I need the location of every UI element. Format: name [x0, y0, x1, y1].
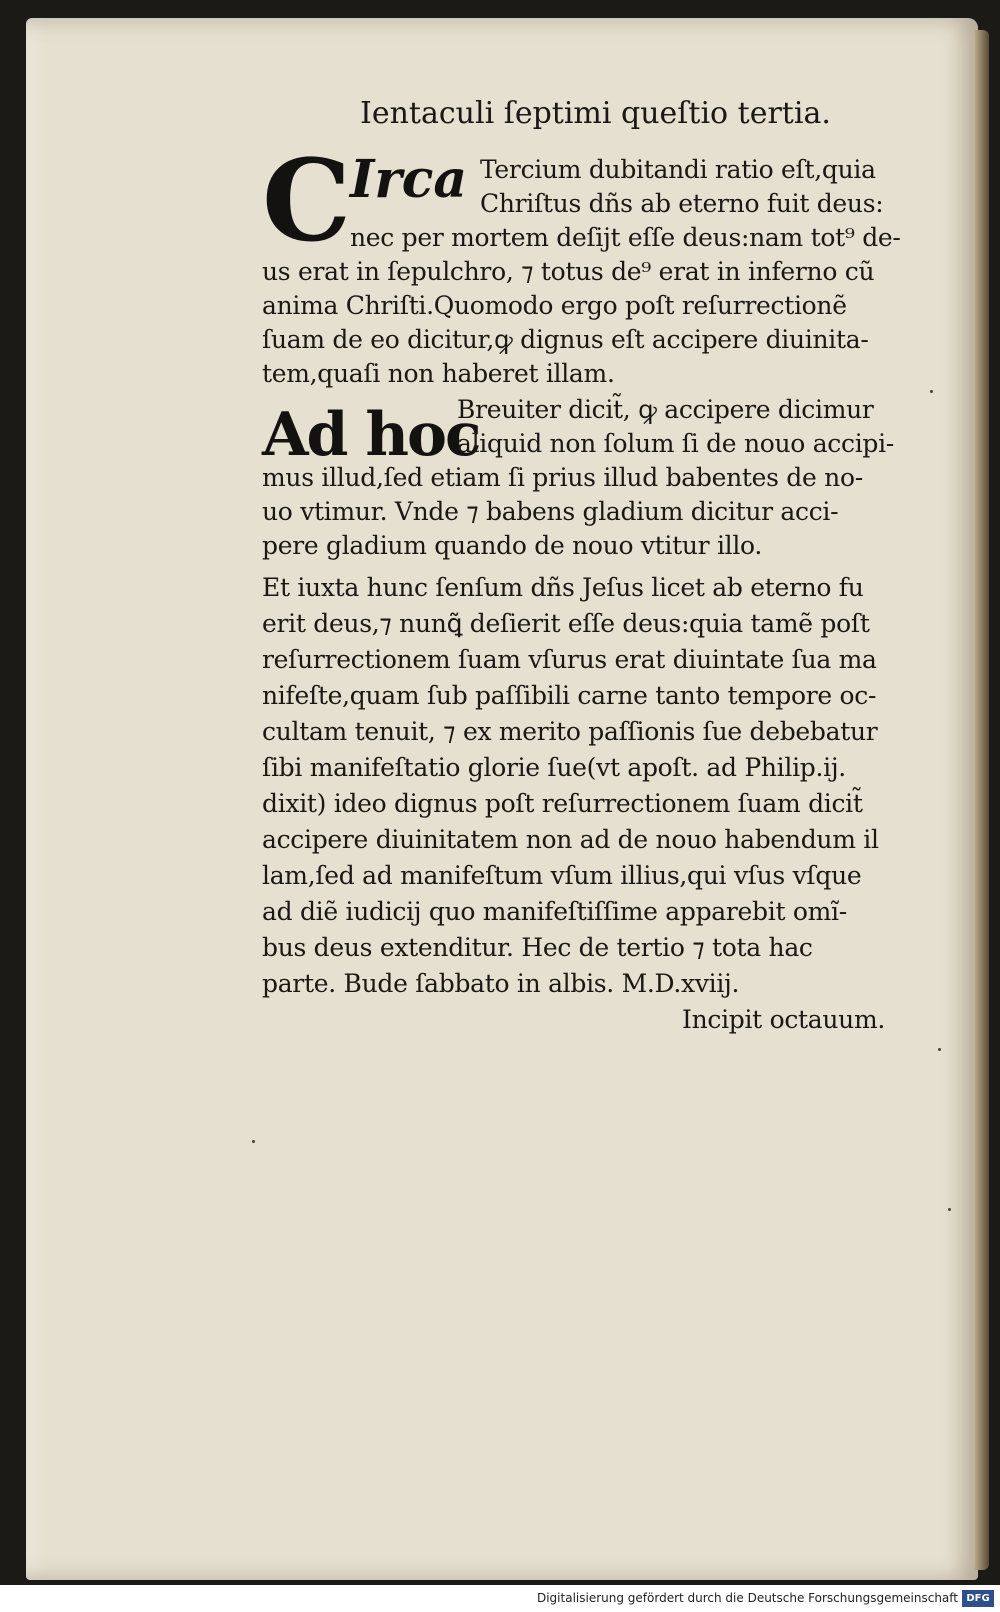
text-line: bus deus extenditur. Hec de tertio ⁊ tota hac	[262, 933, 813, 962]
running-title: Ientaculi ſeptimi queſtio tertia.	[360, 96, 831, 131]
ink-speck	[930, 390, 933, 393]
ink-speck	[938, 1048, 941, 1051]
ink-speck	[948, 1208, 951, 1211]
text-line: tem,quaſi non haberet illam.	[262, 359, 615, 388]
text-line: uo vtimur. Vnde ⁊ babens gladium dicitur acci-	[262, 497, 839, 526]
text-line: Et iuxta hunc ſenſum dñs Jeſus licet ab eterno fu	[262, 573, 864, 602]
footer-bar	[0, 1587, 1000, 1612]
text-line: parte. Bude ſabbato in albis. M.D.xviij.	[262, 969, 740, 998]
text-line: ſibi manifeſtatio glorie ſue(vt apoſt. ad Philip.ij.	[262, 753, 846, 782]
text-line: Chriſtus dñs ab eterno fuit deus:	[480, 189, 884, 218]
ink-speck	[252, 1140, 255, 1143]
text-line: ad diẽ iudicij quo manifeſtiſſime apparebit omĩ-	[262, 897, 847, 926]
text-line: nec per mortem deſijt eſſe deus:nam tot⁹ de-	[350, 223, 901, 252]
initial-letter: C	[262, 136, 352, 267]
text-line: ſuam de eo dicitur,ꝙ dignus eſt accipere diuinita-	[262, 325, 869, 354]
text-line: mus illud,ſed etiam ſi prius illud babentes de no-	[262, 463, 863, 492]
text-line: anima Chriſti.Quomodo ergo poſt reſurrectionẽ	[262, 291, 847, 320]
page-edge	[975, 30, 989, 1570]
text-line: aliquid non ſolum ſi de nouo accipi-	[457, 429, 894, 458]
text-line: Incipit octauum.	[682, 1005, 886, 1034]
heading-ad-hoc: Ad hoc	[262, 400, 480, 470]
footer-credit: Digitalisierung gefördert durch die Deutsche Forschungsgemeinschaft	[536, 1591, 958, 1605]
text-line: us erat in ſepulchro, ⁊ totus de⁹ erat in inferno cũ	[262, 257, 875, 286]
dfg-logo: DFG	[962, 1590, 994, 1607]
text-line: lam,ſed ad manifeſtum vſum illius,qui vſus vſque	[262, 861, 862, 890]
text-line: nifeſte,quam ſub paſſibili carne tanto tempore oc-	[262, 681, 877, 710]
text-line: accipere diuinitatem non ad de nouo habendum il	[262, 825, 879, 854]
text-line: dixit) ideo dignus poſt reſurrectionem ſuam dicit̃	[262, 789, 863, 818]
text-line: reſurrectionem ſuam vſurus erat diuintate ſua ma	[262, 645, 877, 674]
text-line: cultam tenuit, ⁊ ex merito paſſionis ſue debebatur	[262, 717, 878, 746]
text-line: erit deus,⁊ nunꝗ̃ deſierit eſſe deus:quia tamẽ poſt	[262, 609, 870, 638]
text-line: Breuiter dicit̃, ꝙ accipere dicimur	[457, 395, 874, 424]
text-line: Tercium dubitandi ratio eſt,quia	[480, 155, 876, 184]
heading-irca: Irca	[350, 149, 468, 210]
text-line: pere gladium quando de nouo vtitur illo.	[262, 531, 763, 560]
